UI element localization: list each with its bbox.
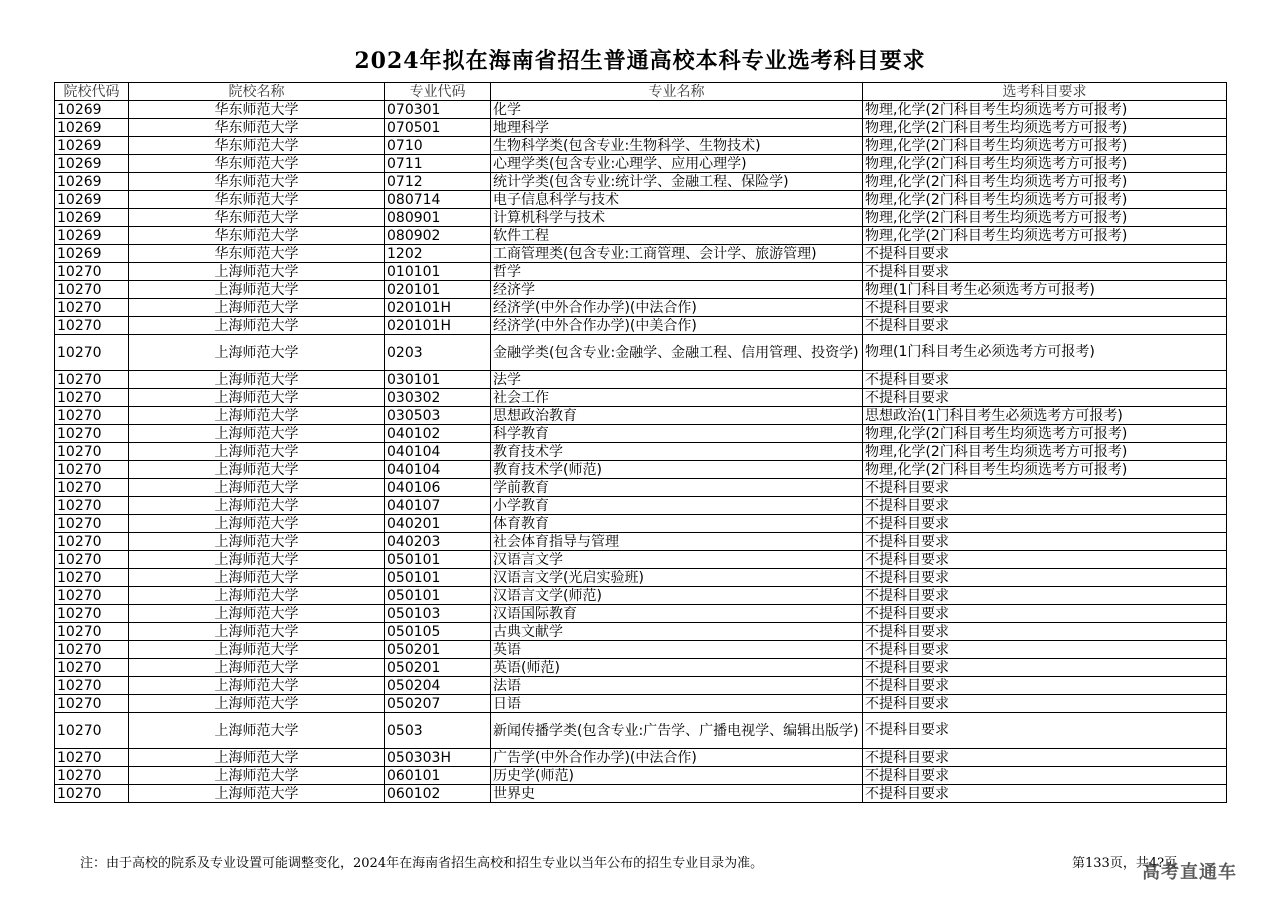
school-name-cell: 上海师范大学 xyxy=(129,587,385,605)
school-code-cell: 10269 xyxy=(55,209,129,227)
requirement-cell: 不提科目要求 xyxy=(863,371,1227,389)
major-name-cell: 社会工作 xyxy=(491,389,863,407)
table-row xyxy=(55,443,1227,461)
table-row xyxy=(55,191,1227,209)
table-row xyxy=(55,155,1227,173)
school-name-cell: 上海师范大学 xyxy=(129,533,385,551)
table-row xyxy=(55,281,1227,299)
major-name-cell: 世界史 xyxy=(491,785,863,803)
major-name-cell: 生物科学类(包含专业:生物科学、生物技术) xyxy=(491,137,863,155)
major-code-cell: 070501 xyxy=(385,119,491,137)
school-code-cell: 10269 xyxy=(55,137,129,155)
requirement-cell: 物理,化学(2门科目考生均须选考方可报考) xyxy=(863,173,1227,191)
major-name-cell: 经济学(中外合作办学)(中美合作) xyxy=(491,317,863,335)
major-code-cell: 040104 xyxy=(385,443,491,461)
table-row xyxy=(55,713,1227,749)
table-row xyxy=(55,407,1227,425)
table-row xyxy=(55,101,1227,119)
header-subject-requirement: 选考科目要求 xyxy=(863,83,1227,101)
table-header-row xyxy=(55,83,1227,101)
major-name-cell: 汉语言文学(师范) xyxy=(491,587,863,605)
major-name-cell: 日语 xyxy=(491,695,863,713)
major-name-cell: 体育教育 xyxy=(491,515,863,533)
school-name-cell: 上海师范大学 xyxy=(129,641,385,659)
table-row xyxy=(55,497,1227,515)
table-row xyxy=(55,605,1227,623)
school-name-cell: 上海师范大学 xyxy=(129,281,385,299)
requirement-cell: 不提科目要求 xyxy=(863,263,1227,281)
table-row xyxy=(55,209,1227,227)
page-title: 2024年拟在海南省招生普通高校本科专业选考科目要求 xyxy=(354,48,926,74)
requirement-cell: 物理(1门科目考生必须选考方可报考) xyxy=(863,335,1227,371)
major-code-cell: 060101 xyxy=(385,767,491,785)
major-name-cell: 学前教育 xyxy=(491,479,863,497)
requirement-cell: 物理,化学(2门科目考生均须选考方可报考) xyxy=(863,155,1227,173)
table-row xyxy=(55,623,1227,641)
major-name-cell: 法学 xyxy=(491,371,863,389)
school-name-cell: 上海师范大学 xyxy=(129,317,385,335)
header-major-code: 专业代码 xyxy=(385,83,491,101)
table-row xyxy=(55,119,1227,137)
major-name-cell: 电子信息科学与技术 xyxy=(491,191,863,209)
school-code-cell: 10270 xyxy=(55,641,129,659)
requirement-cell: 不提科目要求 xyxy=(863,749,1227,767)
requirement-cell: 不提科目要求 xyxy=(863,317,1227,335)
school-name-cell: 上海师范大学 xyxy=(129,605,385,623)
table-row xyxy=(55,551,1227,569)
school-code-cell: 10270 xyxy=(55,299,129,317)
school-name-cell: 上海师范大学 xyxy=(129,749,385,767)
school-code-cell: 10270 xyxy=(55,551,129,569)
school-code-cell: 10270 xyxy=(55,713,129,749)
school-code-cell: 10270 xyxy=(55,569,129,587)
requirement-cell: 不提科目要求 xyxy=(863,695,1227,713)
school-name-cell: 上海师范大学 xyxy=(129,461,385,479)
school-name-cell: 上海师范大学 xyxy=(129,497,385,515)
table-row xyxy=(55,641,1227,659)
major-name-cell: 教育技术学 xyxy=(491,443,863,461)
major-name-cell: 经济学 xyxy=(491,281,863,299)
requirement-cell: 不提科目要求 xyxy=(863,389,1227,407)
major-name-cell: 汉语国际教育 xyxy=(491,605,863,623)
school-name-cell: 上海师范大学 xyxy=(129,623,385,641)
major-name-cell: 哲学 xyxy=(491,263,863,281)
requirement-cell: 物理,化学(2门科目考生均须选考方可报考) xyxy=(863,209,1227,227)
header-school-code: 院校代码 xyxy=(55,83,129,101)
major-name-cell: 化学 xyxy=(491,101,863,119)
school-code-cell: 10270 xyxy=(55,479,129,497)
requirement-cell: 不提科目要求 xyxy=(863,785,1227,803)
table-row xyxy=(55,767,1227,785)
major-code-cell: 030503 xyxy=(385,407,491,425)
watermark: 高考直通车 xyxy=(1142,862,1237,883)
table-row xyxy=(55,245,1227,263)
major-code-cell: 040201 xyxy=(385,515,491,533)
major-code-cell: 050101 xyxy=(385,587,491,605)
major-code-cell: 050101 xyxy=(385,569,491,587)
requirement-cell: 物理,化学(2门科目考生均须选考方可报考) xyxy=(863,101,1227,119)
school-name-cell: 华东师范大学 xyxy=(129,191,385,209)
major-name-cell: 英语(师范) xyxy=(491,659,863,677)
requirement-cell: 物理,化学(2门科目考生均须选考方可报考) xyxy=(863,227,1227,245)
school-code-cell: 10270 xyxy=(55,749,129,767)
major-name-cell: 新闻传播学类(包含专业:广告学、广播电视学、编辑出版学) xyxy=(491,713,863,749)
requirement-cell: 不提科目要求 xyxy=(863,713,1227,749)
major-code-cell: 0712 xyxy=(385,173,491,191)
table-row xyxy=(55,479,1227,497)
requirement-cell: 不提科目要求 xyxy=(863,479,1227,497)
school-name-cell: 上海师范大学 xyxy=(129,299,385,317)
school-code-cell: 10270 xyxy=(55,281,129,299)
major-code-cell: 050207 xyxy=(385,695,491,713)
major-code-cell: 080714 xyxy=(385,191,491,209)
table-row xyxy=(55,425,1227,443)
school-name-cell: 上海师范大学 xyxy=(129,713,385,749)
school-name-cell: 上海师范大学 xyxy=(129,443,385,461)
major-code-cell: 0203 xyxy=(385,335,491,371)
major-name-cell: 汉语言文学 xyxy=(491,551,863,569)
requirement-cell: 物理,化学(2门科目考生均须选考方可报考) xyxy=(863,191,1227,209)
school-name-cell: 上海师范大学 xyxy=(129,515,385,533)
table-row xyxy=(55,677,1227,695)
major-name-cell: 小学教育 xyxy=(491,497,863,515)
major-code-cell: 0710 xyxy=(385,137,491,155)
school-code-cell: 10270 xyxy=(55,425,129,443)
school-code-cell: 10269 xyxy=(55,155,129,173)
school-code-cell: 10270 xyxy=(55,371,129,389)
school-name-cell: 上海师范大学 xyxy=(129,425,385,443)
school-code-cell: 10269 xyxy=(55,173,129,191)
major-code-cell: 050101 xyxy=(385,551,491,569)
school-code-cell: 10270 xyxy=(55,605,129,623)
table-row xyxy=(55,515,1227,533)
major-code-cell: 040107 xyxy=(385,497,491,515)
major-name-cell: 古典文献学 xyxy=(491,623,863,641)
major-name-cell: 广告学(中外合作办学)(中法合作) xyxy=(491,749,863,767)
table-row xyxy=(55,335,1227,371)
major-code-cell: 0711 xyxy=(385,155,491,173)
school-name-cell: 上海师范大学 xyxy=(129,479,385,497)
school-name-cell: 上海师范大学 xyxy=(129,569,385,587)
table-row xyxy=(55,317,1227,335)
school-code-cell: 10270 xyxy=(55,515,129,533)
requirement-cell: 不提科目要求 xyxy=(863,641,1227,659)
requirement-cell: 思想政治(1门科目考生必须选考方可报考) xyxy=(863,407,1227,425)
table-row xyxy=(55,299,1227,317)
school-code-cell: 10269 xyxy=(55,245,129,263)
requirement-cell: 不提科目要求 xyxy=(863,677,1227,695)
major-name-cell: 科学教育 xyxy=(491,425,863,443)
requirement-cell: 不提科目要求 xyxy=(863,659,1227,677)
requirement-cell: 不提科目要求 xyxy=(863,533,1227,551)
major-name-cell: 地理科学 xyxy=(491,119,863,137)
table-row xyxy=(55,785,1227,803)
table-row xyxy=(55,137,1227,155)
major-name-cell: 工商管理类(包含专业:工商管理、会计学、旅游管理) xyxy=(491,245,863,263)
major-code-cell: 020101H xyxy=(385,317,491,335)
school-name-cell: 上海师范大学 xyxy=(129,785,385,803)
requirement-cell: 不提科目要求 xyxy=(863,623,1227,641)
school-name-cell: 华东师范大学 xyxy=(129,245,385,263)
table-row xyxy=(55,371,1227,389)
major-code-cell: 020101 xyxy=(385,281,491,299)
table-row xyxy=(55,227,1227,245)
school-code-cell: 10270 xyxy=(55,461,129,479)
school-code-cell: 10270 xyxy=(55,317,129,335)
school-name-cell: 上海师范大学 xyxy=(129,677,385,695)
major-code-cell: 080901 xyxy=(385,209,491,227)
school-name-cell: 上海师范大学 xyxy=(129,767,385,785)
major-code-cell: 040106 xyxy=(385,479,491,497)
table-row xyxy=(55,263,1227,281)
major-code-cell: 050204 xyxy=(385,677,491,695)
table-row xyxy=(55,659,1227,677)
major-code-cell: 020101H xyxy=(385,299,491,317)
school-code-cell: 10270 xyxy=(55,695,129,713)
footer-note: 注：由于高校的院系及专业设置可能调整变化，2024年在海南省招生高校和招生专业以当年公布的招生专业目录为准。 xyxy=(80,856,764,871)
school-code-cell: 10269 xyxy=(55,101,129,119)
school-code-cell: 10270 xyxy=(55,623,129,641)
major-name-cell: 软件工程 xyxy=(491,227,863,245)
table-row xyxy=(55,461,1227,479)
table-row xyxy=(55,587,1227,605)
school-code-cell: 10270 xyxy=(55,533,129,551)
school-name-cell: 华东师范大学 xyxy=(129,155,385,173)
table-row xyxy=(55,695,1227,713)
header-school-name: 院校名称 xyxy=(129,83,385,101)
requirement-cell: 物理,化学(2门科目考生均须选考方可报考) xyxy=(863,443,1227,461)
major-name-cell: 金融学类(包含专业:金融学、金融工程、信用管理、投资学) xyxy=(491,335,863,371)
school-name-cell: 上海师范大学 xyxy=(129,695,385,713)
major-code-cell: 080902 xyxy=(385,227,491,245)
major-code-cell: 050303H xyxy=(385,749,491,767)
school-name-cell: 华东师范大学 xyxy=(129,227,385,245)
major-code-cell: 040104 xyxy=(385,461,491,479)
major-code-cell: 050201 xyxy=(385,641,491,659)
school-code-cell: 10270 xyxy=(55,497,129,515)
school-code-cell: 10269 xyxy=(55,227,129,245)
table-row xyxy=(55,749,1227,767)
major-name-cell: 教育技术学(师范) xyxy=(491,461,863,479)
major-name-cell: 历史学(师范) xyxy=(491,767,863,785)
subject-requirements-table xyxy=(54,82,1227,803)
major-code-cell: 060102 xyxy=(385,785,491,803)
major-code-cell: 030302 xyxy=(385,389,491,407)
table-row xyxy=(55,533,1227,551)
major-code-cell: 070301 xyxy=(385,101,491,119)
school-name-cell: 上海师范大学 xyxy=(129,407,385,425)
school-name-cell: 上海师范大学 xyxy=(129,389,385,407)
major-code-cell: 050103 xyxy=(385,605,491,623)
school-name-cell: 上海师范大学 xyxy=(129,371,385,389)
major-name-cell: 计算机科学与技术 xyxy=(491,209,863,227)
school-code-cell: 10270 xyxy=(55,443,129,461)
major-code-cell: 0503 xyxy=(385,713,491,749)
requirement-cell: 不提科目要求 xyxy=(863,767,1227,785)
table-row xyxy=(55,569,1227,587)
page-number: 第133页，共4?页 xyxy=(1072,856,1178,871)
school-name-cell: 华东师范大学 xyxy=(129,119,385,137)
table-row xyxy=(55,389,1227,407)
major-name-cell: 英语 xyxy=(491,641,863,659)
requirement-cell: 不提科目要求 xyxy=(863,551,1227,569)
school-name-cell: 上海师范大学 xyxy=(129,551,385,569)
school-code-cell: 10270 xyxy=(55,407,129,425)
requirement-cell: 物理,化学(2门科目考生均须选考方可报考) xyxy=(863,461,1227,479)
school-name-cell: 华东师范大学 xyxy=(129,101,385,119)
major-name-cell: 经济学(中外合作办学)(中法合作) xyxy=(491,299,863,317)
requirement-cell: 不提科目要求 xyxy=(863,497,1227,515)
school-code-cell: 10270 xyxy=(55,785,129,803)
requirement-cell: 物理,化学(2门科目考生均须选考方可报考) xyxy=(863,119,1227,137)
requirement-cell: 不提科目要求 xyxy=(863,245,1227,263)
major-name-cell: 社会体育指导与管理 xyxy=(491,533,863,551)
major-name-cell: 法语 xyxy=(491,677,863,695)
school-code-cell: 10270 xyxy=(55,389,129,407)
school-code-cell: 10270 xyxy=(55,335,129,371)
major-name-cell: 统计学类(包含专业:统计学、金融工程、保险学) xyxy=(491,173,863,191)
school-code-cell: 10269 xyxy=(55,191,129,209)
major-code-cell: 050105 xyxy=(385,623,491,641)
requirement-cell: 不提科目要求 xyxy=(863,605,1227,623)
school-name-cell: 上海师范大学 xyxy=(129,263,385,281)
school-code-cell: 10270 xyxy=(55,767,129,785)
school-code-cell: 10270 xyxy=(55,263,129,281)
requirement-cell: 不提科目要求 xyxy=(863,299,1227,317)
school-code-cell: 10270 xyxy=(55,659,129,677)
school-name-cell: 上海师范大学 xyxy=(129,659,385,677)
requirement-cell: 不提科目要求 xyxy=(863,569,1227,587)
requirement-cell: 物理,化学(2门科目考生均须选考方可报考) xyxy=(863,425,1227,443)
requirement-cell: 不提科目要求 xyxy=(863,587,1227,605)
major-name-cell: 思想政治教育 xyxy=(491,407,863,425)
major-code-cell: 040203 xyxy=(385,533,491,551)
school-code-cell: 10269 xyxy=(55,119,129,137)
school-name-cell: 华东师范大学 xyxy=(129,173,385,191)
school-name-cell: 华东师范大学 xyxy=(129,209,385,227)
table-row xyxy=(55,173,1227,191)
requirement-cell: 物理(1门科目考生必须选考方可报考) xyxy=(863,281,1227,299)
school-code-cell: 10270 xyxy=(55,677,129,695)
major-code-cell: 030101 xyxy=(385,371,491,389)
major-code-cell: 040102 xyxy=(385,425,491,443)
school-name-cell: 华东师范大学 xyxy=(129,137,385,155)
school-code-cell: 10270 xyxy=(55,587,129,605)
major-name-cell: 汉语言文学(光启实验班) xyxy=(491,569,863,587)
major-code-cell: 010101 xyxy=(385,263,491,281)
major-code-cell: 1202 xyxy=(385,245,491,263)
school-name-cell: 上海师范大学 xyxy=(129,335,385,371)
requirement-cell: 物理,化学(2门科目考生均须选考方可报考) xyxy=(863,137,1227,155)
major-name-cell: 心理学类(包含专业:心理学、应用心理学) xyxy=(491,155,863,173)
requirement-cell: 不提科目要求 xyxy=(863,515,1227,533)
major-code-cell: 050201 xyxy=(385,659,491,677)
header-major-name: 专业名称 xyxy=(491,83,863,101)
